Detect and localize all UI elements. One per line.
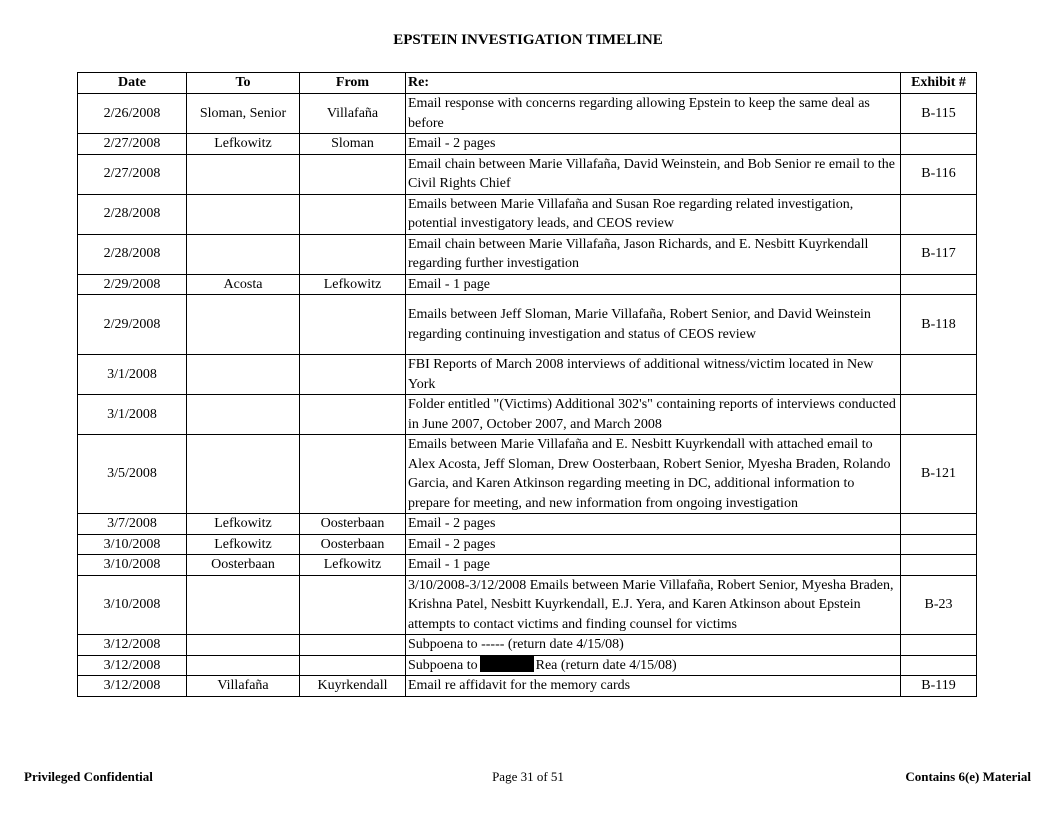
- cell-to: [187, 575, 300, 635]
- table-row: [78, 635, 977, 656]
- cell-date: 2/29/2008: [78, 274, 187, 295]
- footer-page-number: Page 31 of 51: [492, 769, 564, 784]
- cell-exhibit: [901, 194, 977, 234]
- cell-date: 2/27/2008: [78, 154, 187, 194]
- cell-from: [300, 395, 406, 435]
- table-row: [78, 575, 977, 635]
- cell-re: Subpoena to ----- (return date 4/15/08): [406, 635, 901, 656]
- cell-to: Oosterbaan: [187, 555, 300, 576]
- cell-exhibit: B-115: [901, 94, 977, 134]
- cell-exhibit: [901, 655, 977, 676]
- cell-date: 3/12/2008: [78, 635, 187, 656]
- cell-date: 2/27/2008: [78, 134, 187, 155]
- cell-to: Lefkowitz: [187, 134, 300, 155]
- cell-exhibit: [901, 395, 977, 435]
- cell-exhibit: B-116: [901, 154, 977, 194]
- table-row: [78, 435, 977, 514]
- table-row: [78, 676, 977, 697]
- timeline-table: [77, 72, 977, 697]
- page-title: EPSTEIN INVESTIGATION TIMELINE: [393, 32, 663, 48]
- cell-exhibit: [901, 555, 977, 576]
- cell-to: Acosta: [187, 274, 300, 295]
- cell-from: Oosterbaan: [300, 514, 406, 535]
- table-row: [78, 134, 977, 155]
- table-row: [78, 94, 977, 134]
- table-header-row: [78, 73, 977, 94]
- cell-exhibit: [901, 355, 977, 395]
- cell-re: 3/10/2008-3/12/2008 Emails between Marie Villafaña, Robert Senior, Myesha Braden, Krishna Patel, Nesbitt Kuyrkendall, E.J. Yera, and Karen Atkinson about Epstein attempts to contact victims and finding counsel for victims: [406, 575, 901, 635]
- cell-date: 3/10/2008: [78, 575, 187, 635]
- header-re: Re:: [406, 73, 901, 94]
- cell-exhibit: B-23: [901, 575, 977, 635]
- cell-re: Email - 2 pages: [406, 514, 901, 535]
- table-row: [78, 355, 977, 395]
- cell-re: Email response with concerns regarding allowing Epstein to keep the same deal as before: [406, 94, 901, 134]
- header-to: To: [187, 73, 300, 94]
- cell-date: 3/10/2008: [78, 555, 187, 576]
- cell-exhibit: B-118: [901, 295, 977, 355]
- cell-exhibit: [901, 635, 977, 656]
- header-from: From: [300, 73, 406, 94]
- cell-to: [187, 295, 300, 355]
- cell-date: 2/28/2008: [78, 194, 187, 234]
- cell-date: 3/10/2008: [78, 534, 187, 555]
- table-row: [78, 274, 977, 295]
- cell-date: 3/12/2008: [78, 676, 187, 697]
- header-exhibit: Exhibit #: [901, 73, 977, 94]
- cell-from: [300, 635, 406, 656]
- cell-re: Emails between Jeff Sloman, Marie Villafaña, Robert Senior, and David Weinstein regarding continuing investigation and status of CEOS review: [406, 295, 901, 355]
- redaction-bar: [480, 656, 534, 672]
- cell-from: [300, 154, 406, 194]
- cell-to: [187, 154, 300, 194]
- cell-exhibit: [901, 274, 977, 295]
- cell-exhibit: [901, 514, 977, 535]
- cell-re: Folder entitled "(Victims) Additional 302's" containing reports of interviews conducted in June 2007, October 2007, and March 2008: [406, 395, 901, 435]
- cell-to: Sloman, Senior: [187, 94, 300, 134]
- cell-re: Emails between Marie Villafaña and Susan Roe regarding related investigation, potential investigatory leads, and CEOS review: [406, 194, 901, 234]
- cell-date: 3/7/2008: [78, 514, 187, 535]
- table-row: [78, 395, 977, 435]
- cell-from: [300, 355, 406, 395]
- table-row: [78, 194, 977, 234]
- cell-from: [300, 575, 406, 635]
- cell-date: 3/1/2008: [78, 355, 187, 395]
- table-row: [78, 555, 977, 576]
- cell-re: Email - 2 pages: [406, 534, 901, 555]
- cell-from: [300, 234, 406, 274]
- cell-from: Villafaña: [300, 94, 406, 134]
- cell-date: 2/26/2008: [78, 94, 187, 134]
- cell-to: [187, 234, 300, 274]
- cell-re: FBI Reports of March 2008 interviews of additional witness/victim located in New York: [406, 355, 901, 395]
- cell-re: Email re affidavit for the memory cards: [406, 676, 901, 697]
- cell-to: [187, 435, 300, 514]
- cell-from: Oosterbaan: [300, 534, 406, 555]
- cell-exhibit: B-121: [901, 435, 977, 514]
- cell-exhibit: B-117: [901, 234, 977, 274]
- re-text-before: Subpoena to: [408, 657, 478, 673]
- cell-to: [187, 194, 300, 234]
- footer-6e-material: Contains 6(e) Material: [905, 769, 1031, 784]
- cell-from: [300, 435, 406, 514]
- header-date: Date: [78, 73, 187, 94]
- cell-date: 2/29/2008: [78, 295, 187, 355]
- cell-from: Lefkowitz: [300, 555, 406, 576]
- cell-from: Lefkowitz: [300, 274, 406, 295]
- cell-exhibit: [901, 534, 977, 555]
- cell-to: Lefkowitz: [187, 514, 300, 535]
- table-row: [78, 154, 977, 194]
- cell-re: Email - 2 pages: [406, 134, 901, 155]
- cell-to: [187, 655, 300, 676]
- table-row: [78, 534, 977, 555]
- cell-from: [300, 655, 406, 676]
- cell-date: 3/5/2008: [78, 435, 187, 514]
- cell-re: [406, 655, 901, 676]
- cell-to: [187, 635, 300, 656]
- cell-date: 2/28/2008: [78, 234, 187, 274]
- cell-re: Email chain between Marie Villafaña, Jason Richards, and E. Nesbitt Kuyrkendall regarding further investigation: [406, 234, 901, 274]
- cell-exhibit: [901, 134, 977, 155]
- cell-exhibit: B-119: [901, 676, 977, 697]
- table-row: [78, 655, 977, 676]
- cell-re: Email - 1 page: [406, 274, 901, 295]
- cell-from: Kuyrkendall: [300, 676, 406, 697]
- table-row: [78, 234, 977, 274]
- cell-date: 3/12/2008: [78, 655, 187, 676]
- cell-from: [300, 295, 406, 355]
- cell-re: Emails between Marie Villafaña and E. Nesbitt Kuyrkendall with attached email to Alex Acosta, Jeff Sloman, Drew Oosterbaan, Robert Senior, Myesha Braden, Rolando Garcia, and Karen Atkinson regarding meeting in DC, additional information to prepare for meeting, and new information from ongoing investigation: [406, 435, 901, 514]
- cell-to: Lefkowitz: [187, 534, 300, 555]
- cell-from: Sloman: [300, 134, 406, 155]
- cell-re: Email - 1 page: [406, 555, 901, 576]
- cell-to: [187, 355, 300, 395]
- cell-to: [187, 395, 300, 435]
- cell-to: Villafaña: [187, 676, 300, 697]
- footer-privileged: Privileged Confidential: [24, 769, 153, 784]
- cell-re: Email chain between Marie Villafaña, David Weinstein, and Bob Senior re email to the Civil Rights Chief: [406, 154, 901, 194]
- table-row: [78, 295, 977, 355]
- cell-date: 3/1/2008: [78, 395, 187, 435]
- re-text-after: Rea (return date 4/15/08): [535, 657, 677, 673]
- cell-from: [300, 194, 406, 234]
- table-row: [78, 514, 977, 535]
